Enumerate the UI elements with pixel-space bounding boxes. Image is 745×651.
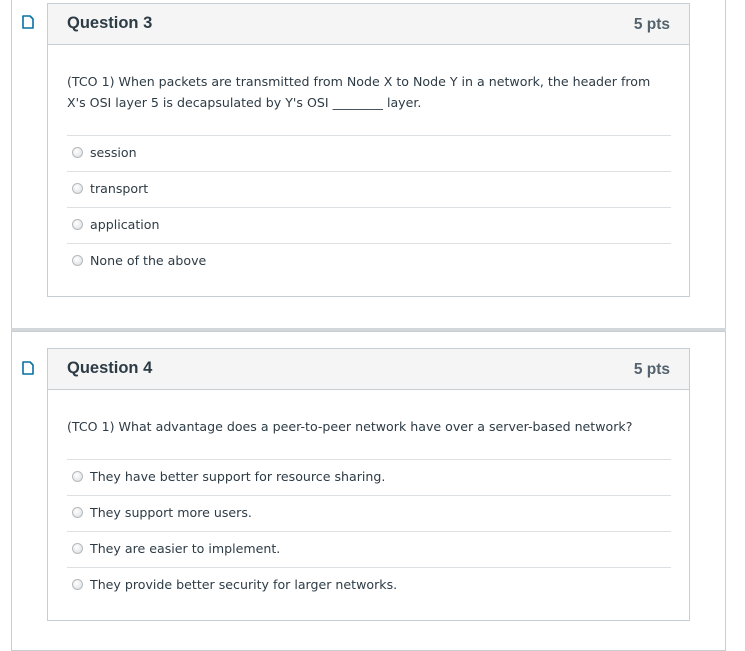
answer-option[interactable] — [67, 459, 671, 495]
radio-button[interactable] — [72, 219, 83, 230]
answer-option[interactable] — [67, 135, 671, 171]
answer-option[interactable] — [67, 171, 671, 207]
answer-list — [67, 135, 671, 279]
radio-button[interactable] — [72, 183, 83, 194]
answer-label[interactable]: transport — [90, 181, 149, 196]
answer-list — [67, 459, 671, 603]
question-text: (TCO 1) When packets are transmitted from Node X to Node Y in a network, the header from X's OSI layer 5 is decapsulated by Y's OSI ________ layer. — [67, 74, 651, 110]
answer-label[interactable]: They support more users. — [90, 505, 252, 520]
answer-option[interactable] — [67, 243, 671, 279]
radio-button[interactable] — [72, 147, 83, 158]
question-text: (TCO 1) What advantage does a peer-to-peer network have over a server-based network? — [67, 419, 633, 434]
answer-option[interactable] — [67, 567, 671, 603]
radio-button[interactable] — [72, 543, 83, 554]
radio-button[interactable] — [72, 255, 83, 266]
answer-label[interactable]: None of the above — [90, 253, 207, 268]
radio-button[interactable] — [72, 471, 83, 482]
answer-label[interactable]: They provide better security for larger networks. — [90, 577, 398, 592]
answer-label[interactable]: They have better support for resource sharing. — [90, 469, 386, 484]
answer-label[interactable]: application — [90, 217, 160, 232]
question-title: Question 4 — [67, 359, 153, 377]
radio-button[interactable] — [72, 507, 83, 518]
bookmark-icon[interactable] — [22, 361, 34, 375]
answer-option[interactable] — [67, 207, 671, 243]
answer-option[interactable] — [67, 531, 671, 567]
question-title: Question 3 — [67, 14, 153, 32]
radio-button[interactable] — [72, 579, 83, 590]
answer-label[interactable]: They are easier to implement. — [90, 541, 281, 556]
question-4-card — [47, 348, 690, 621]
question-points: 5 pts — [633, 16, 670, 33]
bookmark-icon[interactable] — [22, 15, 34, 29]
answer-option[interactable] — [67, 495, 671, 531]
question-header — [48, 349, 689, 390]
question-3-card — [47, 3, 690, 297]
question-header — [48, 4, 689, 45]
question-points: 5 pts — [633, 361, 670, 378]
answer-label[interactable]: session — [90, 145, 137, 160]
